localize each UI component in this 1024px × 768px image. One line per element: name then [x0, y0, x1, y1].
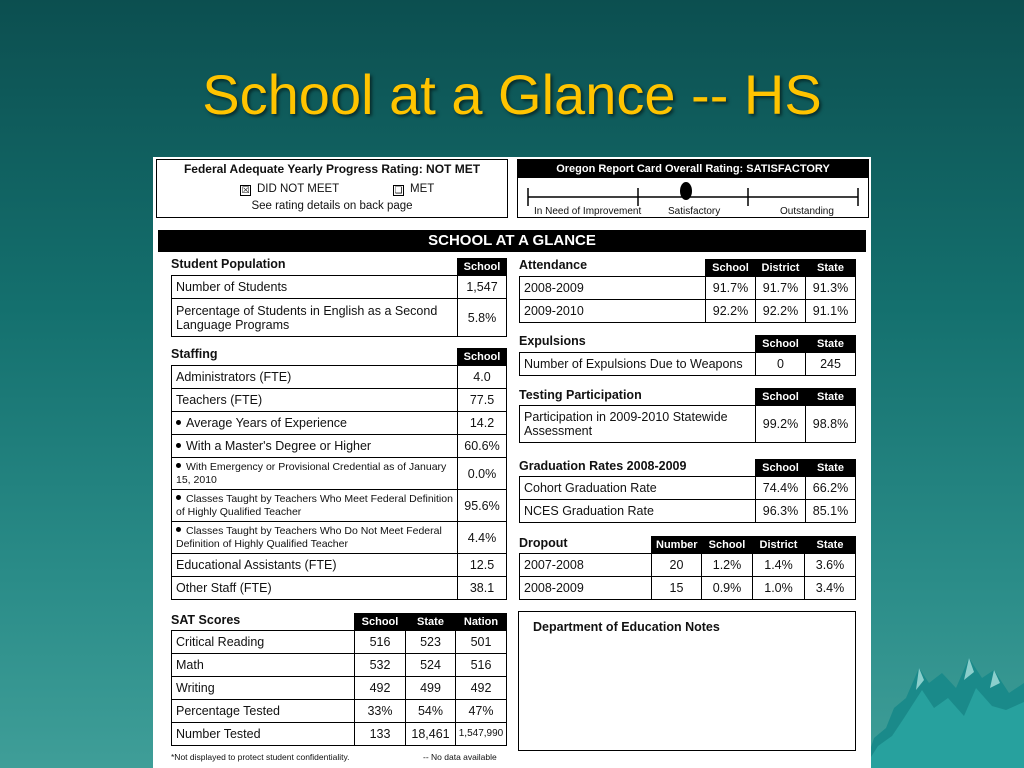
- col-header-district: District: [756, 260, 806, 277]
- row-value: 38.1: [458, 577, 507, 600]
- cell-nation: 516: [456, 654, 507, 677]
- row-label: Educational Assistants (FTE): [172, 554, 458, 577]
- row-label: Number of Expulsions Due to Weapons: [520, 353, 756, 376]
- sat-scores-title: SAT Scores: [171, 613, 241, 627]
- bullet-icon: [176, 463, 181, 468]
- student-population-table: [171, 258, 507, 337]
- table-row: [172, 458, 507, 490]
- cell-state: 54%: [406, 700, 456, 723]
- col-header-state: State: [806, 336, 856, 353]
- cell-district: 91.7%: [756, 277, 806, 300]
- report-card-document: [153, 157, 871, 768]
- table-row: [520, 477, 856, 500]
- row-label: With Emergency or Provisional Credential as of January 15, 2010: [176, 460, 447, 486]
- table-row: [172, 700, 507, 723]
- table-row: [172, 723, 507, 746]
- sat-scores-table: [171, 613, 507, 746]
- cell-nation: 1,547,990: [456, 723, 507, 746]
- row-value: 77.5: [458, 389, 507, 412]
- row-label: Classes Taught by Teachers Who Do Not Meet Federal Definition of Highly Qualified Teacher: [176, 524, 442, 550]
- col-header-state: State: [806, 260, 856, 277]
- row-label: With a Master's Degree or Higher: [186, 439, 372, 453]
- cell-school: 532: [355, 654, 406, 677]
- cell-state: 66.2%: [806, 477, 856, 500]
- cell-school: 492: [355, 677, 406, 700]
- row-label: 2008-2009: [520, 577, 652, 600]
- expulsions-title: Expulsions: [519, 334, 586, 348]
- row-value: 0.0%: [458, 458, 507, 490]
- table-row: [520, 554, 856, 577]
- cell-district: 92.2%: [756, 300, 806, 323]
- table-row: [172, 490, 507, 522]
- row-value: 4.4%: [458, 522, 507, 554]
- table-row: [172, 522, 507, 554]
- cell-state: 91.3%: [806, 277, 856, 300]
- cell-state: 85.1%: [806, 500, 856, 523]
- col-header-school: School: [706, 260, 756, 277]
- row-label: Math: [172, 654, 355, 677]
- row-label: Percentage Tested: [172, 700, 355, 723]
- scale-label-satisfactory: Satisfactory: [668, 206, 721, 217]
- row-value: 4.0: [458, 366, 507, 389]
- row-label: Number Tested: [172, 723, 355, 746]
- table-row: [172, 654, 507, 677]
- row-value: 1,547: [458, 276, 507, 299]
- col-header-number: Number: [652, 537, 702, 554]
- table-row: [172, 412, 507, 435]
- bullet-icon: [176, 527, 181, 532]
- cell-school: 1.2%: [702, 554, 753, 577]
- row-value: 95.6%: [458, 490, 507, 522]
- footnote-confidentiality: *Not displayed to protect student confidentiality.: [171, 752, 350, 762]
- cell-nation: 47%: [456, 700, 507, 723]
- scale-label-outstanding: Outstanding: [780, 206, 834, 217]
- col-header-school: School: [458, 259, 507, 276]
- cell-state: 524: [406, 654, 456, 677]
- cell-school: 96.3%: [756, 500, 806, 523]
- row-value: 5.8%: [458, 299, 507, 337]
- staffing-title: Staffing: [171, 347, 218, 361]
- department-notes-title: Department of Education Notes: [533, 620, 720, 634]
- col-header-school: School: [458, 349, 507, 366]
- cell-school: 133: [355, 723, 406, 746]
- table-row: [520, 277, 856, 300]
- row-value: 14.2: [458, 412, 507, 435]
- row-label: Critical Reading: [172, 631, 355, 654]
- row-value: 60.6%: [458, 435, 507, 458]
- col-header-district: District: [753, 537, 805, 554]
- attendance-table: [519, 259, 856, 323]
- col-header-nation: Nation: [456, 614, 507, 631]
- graduation-rates-title: Graduation Rates 2008-2009: [519, 459, 687, 473]
- table-row: [172, 577, 507, 600]
- col-header-school: School: [756, 460, 806, 477]
- row-label: Cohort Graduation Rate: [520, 477, 756, 500]
- expulsions-table: [519, 335, 856, 376]
- cell-state: 523: [406, 631, 456, 654]
- federal-ayp-title: Federal Adequate Yearly Progress Rating: NOT MET: [183, 162, 481, 176]
- table-row: [520, 353, 856, 376]
- cell-school: 99.2%: [756, 406, 806, 443]
- cell-state: 499: [406, 677, 456, 700]
- row-label: Other Staff (FTE): [172, 577, 458, 600]
- did-not-meet-option: [240, 183, 339, 196]
- student-population-title: Student Population: [171, 257, 286, 271]
- rating-scale-icon: [518, 180, 868, 206]
- col-header-state: State: [805, 537, 856, 554]
- cell-state: 98.8%: [806, 406, 856, 443]
- scale-label-improvement: In Need of Improvement: [534, 206, 642, 217]
- col-header-school: School: [756, 336, 806, 353]
- row-label: Percentage of Students in English as a Second Language Programs: [172, 299, 458, 337]
- table-row: [172, 389, 507, 412]
- row-label: 2007-2008: [520, 554, 652, 577]
- table-row: [172, 554, 507, 577]
- federal-note: See rating details on back page: [251, 200, 413, 212]
- table-row: [520, 577, 856, 600]
- row-label: Writing: [172, 677, 355, 700]
- row-label: Administrators (FTE): [172, 366, 458, 389]
- met-label: MET: [410, 183, 435, 195]
- table-row: [172, 677, 507, 700]
- col-header-state: State: [806, 460, 856, 477]
- staffing-table: [171, 348, 507, 600]
- col-header-school: School: [756, 389, 806, 406]
- row-label: Classes Taught by Teachers Who Meet Federal Definition of Highly Qualified Teacher: [176, 492, 453, 518]
- cell-state: 18,461: [406, 723, 456, 746]
- cell-school: 92.2%: [706, 300, 756, 323]
- cell-number: 15: [652, 577, 702, 600]
- federal-ayp-box: [156, 159, 508, 218]
- cell-school: 0: [756, 353, 806, 376]
- graduation-rates-table: [519, 459, 856, 523]
- mountain-decoration: [864, 628, 1024, 768]
- cell-school: 74.4%: [756, 477, 806, 500]
- col-header-state: State: [406, 614, 456, 631]
- dropout-title: Dropout: [519, 536, 568, 550]
- unchecked-box-icon: ❏: [394, 185, 403, 195]
- row-label: Participation in 2009-2010 Statewide Assessment: [520, 406, 756, 443]
- row-value: 12.5: [458, 554, 507, 577]
- row-label: 2009-2010: [520, 300, 706, 323]
- department-notes-box: [518, 611, 856, 751]
- col-header-state: State: [806, 389, 856, 406]
- rating-marker-icon: [680, 182, 692, 200]
- cell-state: 91.1%: [806, 300, 856, 323]
- row-label: Average Years of Experience: [186, 416, 347, 430]
- col-header-school: School: [702, 537, 753, 554]
- cell-district: 1.0%: [753, 577, 805, 600]
- cell-state: 245: [806, 353, 856, 376]
- table-row: [172, 276, 507, 299]
- cell-nation: 492: [456, 677, 507, 700]
- checked-box-icon: ☒: [241, 185, 250, 195]
- table-row: [520, 500, 856, 523]
- testing-participation-table: [519, 388, 856, 443]
- testing-participation-title: Testing Participation: [519, 388, 642, 402]
- cell-nation: 501: [456, 631, 507, 654]
- table-row: [172, 366, 507, 389]
- cell-state: 3.4%: [805, 577, 856, 600]
- cell-state: 3.6%: [805, 554, 856, 577]
- row-label: 2008-2009: [520, 277, 706, 300]
- cell-school: 0.9%: [702, 577, 753, 600]
- table-row: [172, 435, 507, 458]
- dropout-table: [519, 536, 856, 600]
- cell-district: 1.4%: [753, 554, 805, 577]
- row-label: Teachers (FTE): [172, 389, 458, 412]
- cell-school: 516: [355, 631, 406, 654]
- did-not-meet-label: DID NOT MEET: [257, 183, 340, 195]
- oregon-rating-title: Oregon Report Card Overall Rating: SATISFACTORY: [518, 160, 868, 178]
- school-at-a-glance-header: SCHOOL AT A GLANCE: [158, 230, 866, 252]
- footnote-no-data: -- No data available: [423, 752, 497, 762]
- met-option: [393, 183, 434, 196]
- bullet-icon: [176, 443, 181, 448]
- col-header-school: School: [355, 614, 406, 631]
- table-row: [520, 406, 856, 443]
- table-row: [172, 631, 507, 654]
- bullet-icon: [176, 495, 181, 500]
- bullet-icon: [176, 420, 181, 425]
- row-label: NCES Graduation Rate: [520, 500, 756, 523]
- cell-number: 20: [652, 554, 702, 577]
- oregon-rating-box: [517, 159, 869, 218]
- attendance-title: Attendance: [519, 258, 588, 272]
- slide-title: School at a Glance -- HS: [202, 63, 822, 126]
- cell-school: 91.7%: [706, 277, 756, 300]
- row-label: Number of Students: [172, 276, 458, 299]
- table-row: [520, 300, 856, 323]
- cell-school: 33%: [355, 700, 406, 723]
- table-row: [172, 299, 507, 337]
